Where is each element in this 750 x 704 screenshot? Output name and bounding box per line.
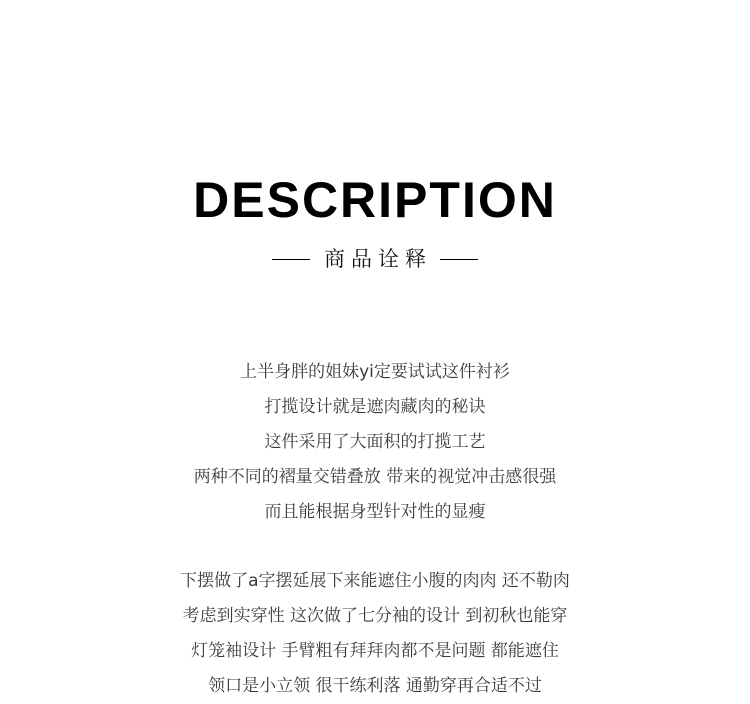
description-line: 领口是小立领 很干练利落 通勤穿再合适不过	[208, 676, 542, 696]
description-line: 两种不同的褶量交错叠放 带来的视觉冲击感很强	[193, 467, 557, 487]
left-divider-line	[272, 259, 310, 260]
description-line: 下摆做了a字摆延展下来能遮住小腹的肉肉 还不勒肉	[180, 571, 570, 591]
description-line: 打揽设计就是遮肉藏肉的秘诀	[264, 397, 486, 417]
subtitle-block	[0, 244, 750, 274]
description-line: 而且能根据身型针对性的显瘦	[264, 502, 486, 522]
subtitle: 商品诠释	[324, 247, 432, 271]
description-line: 这件采用了大面积的打揽工艺	[264, 432, 486, 452]
description-paragraph-2	[0, 564, 750, 704]
right-divider-line	[440, 259, 478, 260]
description-line: 考虑到实穿性 这次做了七分袖的设计 到初秋也能穿	[182, 606, 568, 626]
description-paragraph-1	[0, 355, 750, 530]
description-line: 上半身胖的姐妹yi定要试试这件衬衫	[240, 362, 510, 382]
page-title: DESCRIPTION	[193, 172, 557, 228]
description-line: 灯笼袖设计 手臂粗有拜拜肉都不是问题 都能遮住	[191, 641, 559, 661]
